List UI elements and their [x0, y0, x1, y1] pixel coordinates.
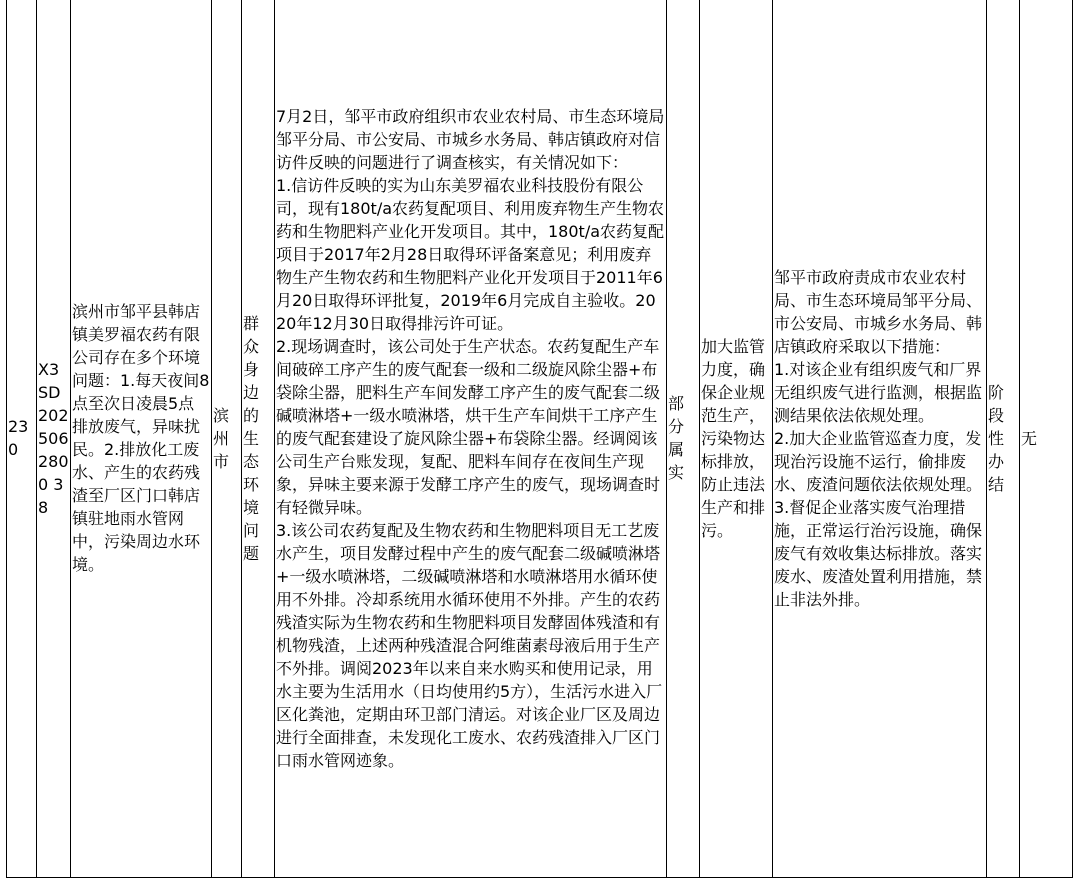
- category-cell: 群众身边的生态环境问题: [242, 0, 275, 878]
- table-row: [7, 0, 1073, 878]
- verdict-cell: 部分属实: [667, 0, 700, 878]
- investigation-cell: 7月2日，邹平市政府组织市农业农村局、市生态环境局邹平分局、市公安局、市城乡水务局、韩店镇政府对信访件反映的问题进行了调查核实，有关情况如下： 1.信访件反映的实为山东美罗福农业科技股份有限公司，现有180t/a农药复配项目、利用废弃物生产生物农药和生物肥料产业化开发项目。其中，180t/a农药复配项目于2017年2月28日取得环评备案意见；利用废弃物生产生物农药和生物肥料产业化开发项目于2011年6月20日取得环评批复，2019年6月完成自主验收。2020年12月30日取得排污许可证。 2.现场调查时，该公司处于生产状态。农药复配生产车间破碎工序产生的废气配套一级和二级旋风除尘器+布袋除尘器，肥料生产车间发酵工序产生的废气配套二级碱喷淋塔+一级水喷淋塔，烘干生产车间烘干工序产生的废气配套建设了旋风除尘器+布袋除尘器。经调阅该公司生产台账发现，复配、肥料车间存在夜间生产现象，异味主要来源于发酵工序产生的废气，现场调查时有轻微异味。 3.该公司农药复配及生物农药和生物肥料项目无工艺废水产生，项目发酵过程中产生的废气配套二级碱喷淋塔+一级水喷淋塔，二级碱喷淋塔和水喷淋塔用水循环使用不外排。冷却系统用水循环使用不外排。产生的农药残渣实际为生物农药和生物肥料项目发酵固体残渣和有机物残渣，上述两种残渣混合阿维菌素母液后用于生产不外排。调阅2023年以来自来水购买和使用记录，用水主要为生活用水（日均使用约5方），生活污水进入厂区化粪池，定期由环卫部门清运。对该企业厂区及周边进行全面排查，未发现化工废水、农药残渣排入厂区门口雨水管网迹象。: [275, 0, 667, 878]
- rectification-goal-cell: 加大监管力度，确保企业规范生产，污染物达标排放，防止违法生产和排污。: [700, 0, 773, 878]
- measures-cell: 邹平市政府责成市农业农村局、市生态环境局邹平分局、市公安局、市城乡水务局、韩店镇政府采取以下措施： 1.对该企业有组织废气和厂界无组织废气进行监测，根据监测结果依法依规处理。 2.加大企业监管巡查力度，发现治污设施不运行，偷排废水、废渣问题依法依规处理。 3.督促企业落实废气治理措施，正常运行治污设施，确保废气有效收集达标排放。落实废水、废渣处置利用措施，禁止非法外排。: [773, 0, 987, 878]
- status-cell: 阶段性办结: [987, 0, 1020, 878]
- admin-region-cell: 滨州市: [212, 0, 242, 878]
- case-id-cell: X3SD2025062800 38: [37, 0, 71, 878]
- complaint-table: [6, 0, 1073, 878]
- complaint-content-cell: 滨州市邹平县韩店镇美罗福农药有限公司存在多个环境问题：1.每天夜间8点至次日凌晨5点排放废气，异味扰民。2.排放化工废水、产生的农药残渣至厂区门口韩店镇驻地雨水管网中，污染周边水环境。: [71, 0, 212, 878]
- seq-number-cell: 230: [7, 0, 37, 878]
- accountability-cell: 无: [1020, 0, 1073, 878]
